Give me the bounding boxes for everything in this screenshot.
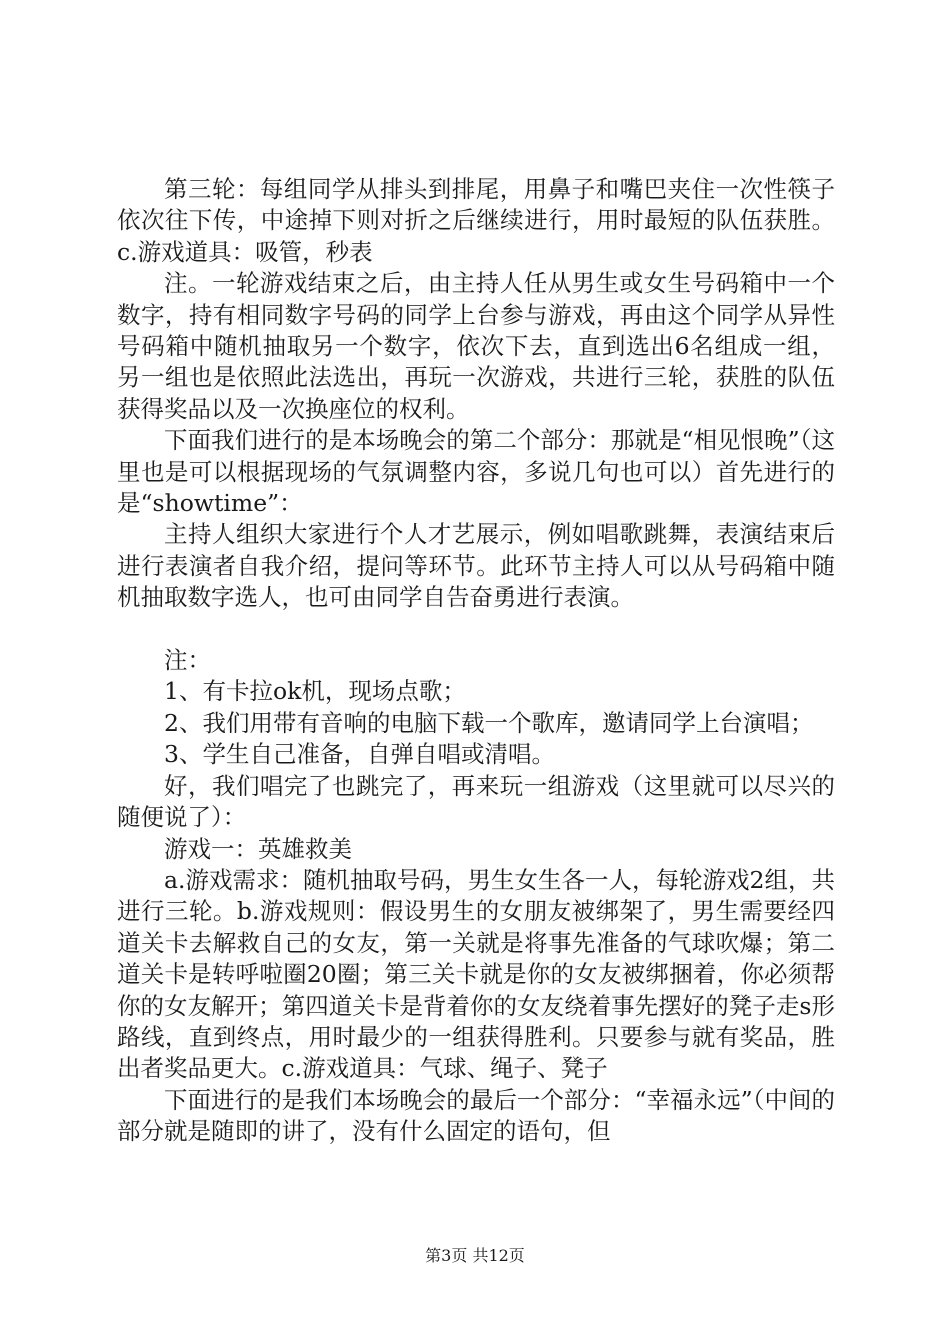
list-item-karaoke: 1、有卡拉ok机，现场点歌； bbox=[164, 677, 466, 706]
paragraph-final-part: 下面进行的是我们本场晚会的最后一个部分：“幸福永远”（中间的部分就是随即的讲了，没有什么固定的语句，但 bbox=[117, 1085, 835, 1146]
paragraph-part-two: 下面我们进行的是本场晚会的第二个部分：那就是“相见恨晚”（这里也是可以根据现场的气氛调整内容，多说几句也可以）首先进行的是“showtime”： bbox=[117, 426, 835, 518]
paragraph-next-game: 好，我们唱完了也跳完了，再来玩一组游戏（这里就可以尽兴的随便说了）： bbox=[117, 771, 835, 832]
paragraph-gap bbox=[117, 614, 835, 645]
paragraph-game-one-title: 游戏一：英雄救美 bbox=[164, 834, 352, 863]
paragraph-note-heading: 注： bbox=[164, 646, 211, 675]
page-number-footer: 第3页 共12页 bbox=[425, 1246, 525, 1265]
paragraph-talent-show: 主持人组织大家进行个人才艺展示，例如唱歌跳舞，表演结束后进行表演者自我介绍，提问等环节。此环节主持人可以从号码箱中随机抽取数字选人，也可由同学自告奋勇进行表演。 bbox=[117, 520, 835, 612]
paragraph-round-three: 第三轮：每组同学从排头到排尾，用鼻子和嘴巴夹住一次性筷子依次往下传，中途掉下则对折之后继续进行，用时最短的队伍获胜。c.游戏道具：吸管，秒表 bbox=[117, 175, 835, 266]
paragraph-game-one-rules: a.游戏需求：随机抽取号码，男生女生各一人，每轮游戏2组，共进行三轮。b.游戏规则：假设男生的女朋友被绑架了，男生需要经四道关卡去解救自己的女友，第一关就是将事先准备的气球吹爆；第二道关卡是转呼啦圈20圈；第三关卡就是你的女友被绑捆着，你必须帮你的女友解开；第四道关卡是背着你的女友绕着事先摆好的凳子走s形路线，直到终点，用时最少的一组获得胜利。只要参与就有奖品，胜出者奖品更大。c.游戏道具：气球、绳子、凳子 bbox=[117, 865, 835, 1083]
document-body bbox=[117, 174, 835, 1148]
list-item-self-prepared: 3、学生自己准备，自弹自唱或清唱。 bbox=[164, 740, 555, 769]
paragraph-note-rules: 注。一轮游戏结束之后，由主持人任从男生或女生号码箱中一个数字，持有相同数字号码的同学上台参与游戏，再由这个同学从异性号码箱中随机抽取另一个数字，依次下去，直到选出6名组成一组，另一组也是依照此法选出，再玩一次游戏，共进行三轮，获胜的队伍获得奖品以及一次换座位的权利。 bbox=[117, 269, 835, 423]
list-item-computer: 2、我们用带有音响的电脑下载一个歌库，邀请同学上台演唱； bbox=[164, 708, 814, 737]
